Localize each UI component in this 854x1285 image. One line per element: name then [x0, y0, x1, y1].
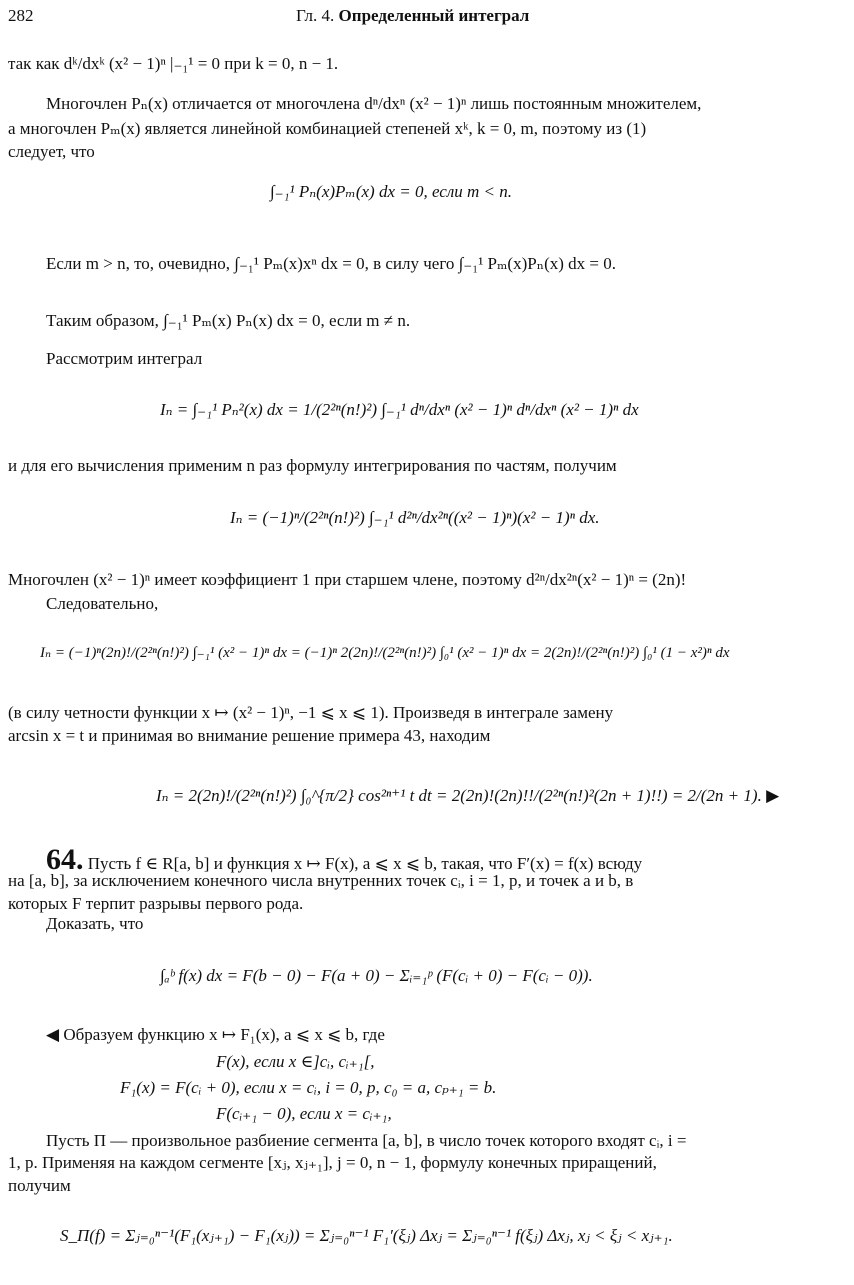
formula: Iₙ = (−1)ⁿ/(2²ⁿ(n!)²) ∫₋₁¹ d²ⁿ/dx²ⁿ((x² − 1)ⁿ)(x² − 1)ⁿ dx.	[230, 508, 600, 527]
problem-text: Пусть f ∈ R[a, b] и функция x ↦ F(x), a ⩽ x ⩽ b, такая, что F′(x) = f(x) всюду	[87, 854, 643, 873]
problem-number: 64.	[46, 843, 84, 876]
text-line: 1, p. Применяя на каждом сегменте [xⱼ, xⱼ₊₁], j = 0, n − 1, формулу конечных приращений,	[8, 1153, 657, 1172]
text-line: Таким образом, ∫₋₁¹ Pₘ(x) Pₙ(x) dx = 0, если m ≠ n.	[46, 311, 411, 330]
formula: Iₙ = ∫₋₁¹ Pₙ²(x) dx = 1/(2²ⁿ(n!)²) ∫₋₁¹ dⁿ/dxⁿ (x² − 1)ⁿ dⁿ/dxⁿ (x² − 1)ⁿ dx	[160, 400, 639, 419]
running-header	[296, 6, 529, 26]
text-line: Доказать, что	[46, 914, 144, 933]
formula-case: F(cᵢ₊₁ − 0), если x = cᵢ₊₁,	[216, 1104, 392, 1123]
text-line: Пусть Π — произвольное разбиение сегмента [a, b], в число точек которого входят cᵢ, i =	[46, 1131, 687, 1150]
text-line: которых F терпит разрывы первого рода.	[8, 894, 304, 913]
formula-case: F(x), если x ∈]cᵢ, cᵢ₊₁[,	[216, 1052, 375, 1071]
formula-case: F₁(x) = F(cᵢ + 0), если x = cᵢ, i = 0, p, c₀ = a, cₚ₊₁ = b.	[120, 1078, 497, 1097]
text-line: Если m > n, то, очевидно, ∫₋₁¹ Pₘ(x)xⁿ dx = 0, в силу чего ∫₋₁¹ Pₘ(x)Pₙ(x) dx = 0.	[46, 254, 616, 273]
page-number: 282	[8, 6, 34, 25]
text-line: получим	[8, 1176, 71, 1195]
text-line: Следовательно,	[46, 594, 159, 613]
text-line: на [a, b], за исключением конечного числа внутренних точек cᵢ, i = 1, p, и точек a и b, в	[8, 871, 634, 890]
formula: ∫ₐᵇ f(x) dx = F(b − 0) − F(a + 0) − Σᵢ₌₁ᵖ (F(cᵢ + 0) − F(cᵢ − 0)).	[160, 966, 593, 985]
formula: Iₙ = (−1)ⁿ(2n)!/(2²ⁿ(n!)²) ∫₋₁¹ (x² − 1)ⁿ dx = (−1)ⁿ 2(2n)!/(2²ⁿ(n!)²) ∫₀¹ (x² − 1)ⁿ dx = 2(2n)!/(2²ⁿ(n!)²) ∫₀¹ (1 − x²)ⁿ dx	[40, 645, 730, 661]
formula: S_Π(f) = Σⱼ₌₀ⁿ⁻¹(F₁(xⱼ₊₁) − F₁(xⱼ)) = Σⱼ₌₀ⁿ⁻¹ F₁′(ξⱼ) Δxⱼ = Σⱼ₌₀ⁿ⁻¹ f(ξⱼ) Δxⱼ, xⱼ < ξⱼ < xⱼ₊₁.	[60, 1226, 673, 1245]
text-line: а многочлен Pₘ(x) является линейной комбинацией степеней xᵏ, k = 0, m, поэтому из (1)	[8, 119, 647, 138]
formula: ∫₋₁¹ Pₙ(x)Pₘ(x) dx = 0, если m < n.	[270, 182, 513, 201]
chapter-title: Определенный интеграл	[338, 6, 530, 25]
text-line: Рассмотрим интеграл	[46, 349, 203, 368]
text-line: и для его вычисления применим n раз формулу интегрирования по частям, получим	[8, 456, 617, 475]
text-line: так как dᵏ/dxᵏ (x² − 1)ⁿ |₋₁¹ = 0 при k = 0, n − 1.	[8, 54, 339, 73]
text-line: следует, что	[8, 142, 95, 161]
text-line: Многочлен Pₙ(x) отличается от многочлена dⁿ/dxⁿ (x² − 1)ⁿ лишь постоянным множителем,	[46, 94, 702, 113]
chapter-prefix: Гл. 4.	[296, 6, 335, 25]
formula: Iₙ = 2(2n)!/(2²ⁿ(n!)²) ∫₀^{π/2} cos²ⁿ⁺¹ t dt = 2(2n)!(2n)!!/(2²ⁿ(n!)²(2n + 1)!!) = 2/(2n + 1). ▶	[156, 786, 780, 805]
text-line: arcsin x = t и принимая во внимание решение примера 43, находим	[8, 726, 491, 745]
text-line: ◀ Образуем функцию x ↦ F₁(x), a ⩽ x ⩽ b, где	[46, 1025, 385, 1044]
text-line: Многочлен (x² − 1)ⁿ имеет коэффициент 1 при старшем члене, поэтому d²ⁿ/dx²ⁿ(x² − 1)ⁿ = (2n)!	[8, 570, 687, 589]
text-line: (в силу четности функции x ↦ (x² − 1)ⁿ, −1 ⩽ x ⩽ 1). Произведя в интеграле замену	[8, 703, 614, 722]
